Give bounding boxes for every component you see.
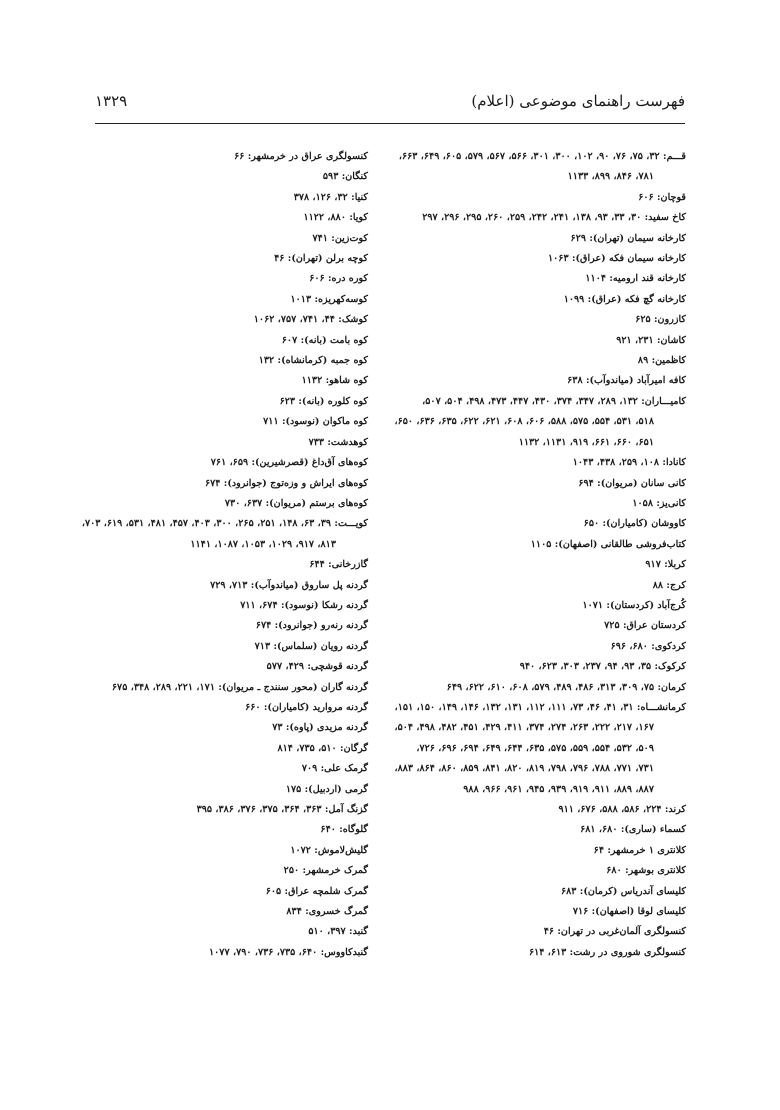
index-entry: گمرگ خسروی: ۸۳۴ — [286, 906, 368, 918]
index-entry: کوه ماکوان (نوسود): ۷۱۱ — [263, 416, 368, 428]
index-entry-continuation: ۷۸۱، ۸۴۶، ۸۹۹، ۱۱۳۳ — [567, 171, 654, 183]
index-entry: کوه‌های برستم (مریوان): ۶۳۷، ۷۳۰ — [224, 497, 368, 509]
index-entry: کاظمین: ۸۹ — [637, 355, 686, 367]
index-entry: کوه جمبه (کرمانشاه): ۱۳۲ — [258, 355, 368, 367]
index-entry-continuation: ۵۱۸، ۵۳۱، ۵۵۴، ۵۷۵، ۵۸۸، ۶۰۶، ۶۰۸، ۶۲۱، ۶۲۲، ۶۳۵، ۶۳۶، ۶۵۰، — [394, 416, 654, 428]
index-entry: گردنه رشکا (نوسود): ۶۷۴، ۷۱۱ — [240, 599, 368, 611]
index-entry: گردنه رنه‌رو (جوانرود): ۶۷۴ — [255, 620, 368, 632]
header-rule — [95, 123, 685, 124]
index-entry: گلیش‌لاموش: ۱۰۷۲ — [290, 844, 368, 856]
index-entry: گرگان: ۵۱۰، ۷۳۵، ۸۱۴ — [277, 742, 368, 754]
index-entry: کویـــت: ۳۹، ۶۳، ۱۴۸، ۲۵۱، ۲۶۵، ۳۰۰، ۴۰۳، ۴۵۷، ۴۸۱، ۵۳۱، ۶۱۹، ۷۰۳، — [81, 518, 368, 530]
index-entry: گنبدکاووس: ۶۴۰، ۷۳۵، ۷۳۶، ۷۹۰، ۱۰۷۷ — [209, 946, 368, 958]
index-entry: کنگان: ۵۹۳ — [322, 171, 368, 183]
index-entry: کسماء (ساری): ۶۸۰، ۶۸۱ — [580, 824, 686, 836]
index-entry-continuation: ۶۵۱، ۶۶۰، ۶۶۱، ۹۱۹، ۱۱۳۱، ۱۱۳۲ — [518, 436, 654, 448]
index-entry: کنسولگری عراق در خرمشهر: ۶۶ — [234, 151, 368, 162]
index-entry: کوه شاهو: ۱۱۳۲ — [301, 375, 368, 387]
index-entry: کردستان عراق: ۷۲۵ — [604, 620, 686, 632]
index-entry: کوه کلوره (بانه): ۶۲۳ — [279, 395, 368, 407]
index-entry: گزنگ آمل: ۳۶۳، ۳۶۴، ۳۷۵، ۳۷۶، ۳۸۶، ۳۹۵ — [196, 804, 368, 815]
index-entry: گردنه رویان (سلماس): ۷۱۳ — [254, 640, 368, 652]
index-entry: گلوگاه: ۶۴۰ — [320, 824, 368, 836]
page-header — [95, 92, 685, 120]
index-entry: کوهدشت: ۷۳۳ — [308, 436, 368, 448]
index-entry: کلیسای لوقا (اصفهان): ۷۱۶ — [572, 906, 686, 918]
index-entry: کاشان: ۲۳۱، ۹۲۱ — [616, 334, 686, 346]
header-title: فهرست راهنمای موضوعی (اعلام) — [471, 92, 685, 110]
index-entry: کارخانه گچ فکه (عراق): ۱۰۹۹ — [563, 293, 686, 305]
index-entry: کتاب‌فروشی طالقانی (اصفهان): ۱۱۰۵ — [530, 538, 686, 550]
index-entry-continuation: ۵۰۹، ۵۳۲، ۵۵۴، ۵۵۹، ۵۷۵، ۶۳۵، ۶۴۴، ۶۴۹، ۶۹۴، ۶۹۶، ۷۲۶، — [416, 742, 654, 754]
index-entry: قـــم: ۳۲، ۷۵، ۷۶، ۹۰، ۱۰۲، ۳۰۰، ۳۰۱، ۵۶۶، ۵۶۷، ۵۷۹، ۶۰۵، ۶۴۹، ۶۶۳، — [398, 151, 686, 162]
index-entry: کنسولگری آلمان‌غربی در تهران: ۴۶ — [543, 926, 686, 938]
index-entry: کویا: ۸۸۰، ۱۱۲۲ — [303, 212, 368, 224]
index-entry: کوره دره: ۶۰۶ — [309, 273, 368, 285]
index-entry: کارخانه سیمان (تهران): ۶۲۹ — [570, 232, 686, 244]
index-entry: گمرک خرمشهر: ۲۵۰ — [283, 865, 368, 877]
index-entry: کلیسای آندریاس (کرمان): ۶۸۳ — [560, 885, 686, 897]
index-entry: گردنه گاران (محور سنندج ـ مریوان): ۱۷۱، ۲۲۱، ۲۸۹، ۳۴۸، ۶۷۵ — [111, 681, 368, 693]
index-entry: کرکوک: ۳۵، ۹۳، ۹۴، ۲۳۷، ۳۰۳، ۶۲۳، ۹۴۰ — [519, 661, 686, 673]
index-entry: گازرخانی: ۶۴۴ — [309, 559, 368, 571]
index-entry: کلانتری بوشهر: ۶۸۰ — [606, 865, 686, 877]
index-entry: کوه بامت (بانه): ۶۰۷ — [281, 334, 368, 346]
index-entry: کرج: ۸۸ — [652, 579, 686, 591]
index-entry: گردنه مزیدی (پاوه): ۷۳ — [272, 722, 368, 734]
index-entry: کانی‌یز: ۱۰۵۸ — [632, 497, 686, 509]
index-entry: گمرک شلمچه عراق: ۶۰۵ — [265, 885, 368, 897]
index-entry: کانی سانان (مریوان): ۶۹۴ — [578, 477, 686, 489]
index-entry: کانادا: ۱۰۸، ۲۵۹، ۴۳۸، ۱۰۴۳ — [572, 457, 686, 469]
index-entry: کرمانشـــاه: ۳۱، ۴۱، ۴۶، ۷۳، ۱۱۱، ۱۱۲، ۱۳۱، ۱۳۲، ۱۴۶، ۱۴۹، ۱۵۰، ۱۵۱، — [394, 701, 686, 713]
index-entry: کردکوی: ۶۸۰، ۶۹۶ — [610, 640, 686, 652]
index-entry: کوچه برلن (تهران): ۴۶ — [274, 253, 368, 265]
index-entry: کافه امیرآباد (میاندوآب): ۶۳۸ — [567, 375, 686, 387]
index-entry: کُرج‌آباد (کردستان): ۱۰۷۱ — [582, 599, 686, 611]
index-entry: کاخ سفید: ۳۰، ۳۳، ۹۳، ۱۳۸، ۲۴۱، ۲۴۲، ۲۵۹، ۲۶۰، ۲۹۵، ۲۹۶، ۲۹۷ — [422, 212, 686, 224]
index-entry: کرند: ۲۲۴، ۵۸۶، ۵۸۸، ۶۷۶، ۹۱۱ — [558, 804, 686, 815]
index-entry: گرمک علی: ۷۰۹ — [301, 763, 368, 775]
index-entry: کوشک: ۴۴، ۷۴۱، ۷۵۷، ۱۰۶۲ — [253, 314, 368, 326]
index-entry: کوه‌های آق‌داغ (قصرشیرین): ۶۵۹، ۷۶۱ — [210, 457, 368, 469]
index-entry: کارخانه قند ارومیه: ۱۱۰۴ — [585, 273, 686, 285]
index-entry: کنسولگری شوروی در رشت: ۶۱۳، ۶۱۴ — [528, 946, 686, 958]
index-entry: کوسه‌کهریزه: ۱۰۱۳ — [290, 293, 368, 305]
index-entry: گردنه پل ساروق (میاندوآب): ۷۱۳، ۷۲۹ — [210, 579, 368, 591]
index-entry-continuation: ۸۱۳، ۹۱۷، ۱۰۲۹، ۱۰۵۳، ۱۰۸۷، ۱۱۴۱ — [190, 538, 336, 550]
page-number: ۱۳۲۹ — [95, 92, 128, 110]
index-entry-continuation: ۱۶۷، ۲۱۷، ۲۲۲، ۲۶۳، ۲۷۴، ۳۷۴، ۴۱۱، ۴۲۹، ۴۵۱، ۴۸۲، ۴۹۸، ۵۰۴، — [394, 722, 654, 734]
index-entry: کلانتری ۱ خرمشهر: ۶۴ — [593, 844, 686, 856]
index-entry: گنبد: ۳۹۷، ۵۱۰ — [308, 926, 368, 938]
index-entry: کرمان: ۷۵، ۳۰۹، ۳۱۳، ۴۸۶، ۴۸۹، ۵۷۹، ۶۰۸، ۶۱۰، ۶۲۲، ۶۴۹ — [446, 681, 686, 693]
index-entry: گردنه مروارید (کامیاران): ۶۶۰ — [245, 701, 368, 713]
index-entry: کاووشان (کامیاران): ۶۵۰ — [583, 518, 686, 530]
index-column-left — [63, 147, 368, 963]
index-entry: گرمی (اردبیل): ۱۷۵ — [285, 783, 368, 795]
index-entry: کنیا: ۳۲، ۱۲۶، ۳۷۸ — [293, 191, 368, 203]
index-entry: کوت‌زین: ۷۴۱ — [312, 232, 368, 244]
index-entry: کربلا: ۹۱۷ — [645, 559, 686, 571]
index-entry: کارخانه سیمان فکه (عراق): ۱۰۶۳ — [548, 253, 686, 265]
index-column-right — [386, 147, 686, 963]
index-entry-continuation: ۸۸۷، ۸۸۹، ۹۱۱، ۹۱۹، ۹۳۹، ۹۴۵، ۹۶۱، ۹۶۶، ۹۸۸ — [463, 783, 654, 795]
index-entry: کازرون: ۶۲۵ — [635, 314, 686, 326]
index-entry-continuation: ۷۳۱، ۷۷۱، ۷۸۸، ۷۹۶، ۷۹۸، ۸۱۹، ۸۲۰، ۸۴۱، ۸۵۹، ۸۶۰، ۸۶۴، ۸۸۳، — [394, 763, 654, 775]
index-entry: کامیـــاران: ۱۳۲، ۲۸۹، ۳۴۷، ۳۷۴، ۴۳۰، ۴۴۷، ۴۷۳، ۴۹۸، ۵۰۴، ۵۰۷، — [422, 395, 686, 407]
index-entry: گردنه قوشچی: ۴۲۹، ۵۷۷ — [266, 661, 368, 673]
index-entry: قوچان: ۶۰۶ — [638, 191, 686, 203]
index-entry: کوه‌های ایراش و وزه‌توج (جوانرود): ۶۷۴ — [204, 477, 368, 489]
